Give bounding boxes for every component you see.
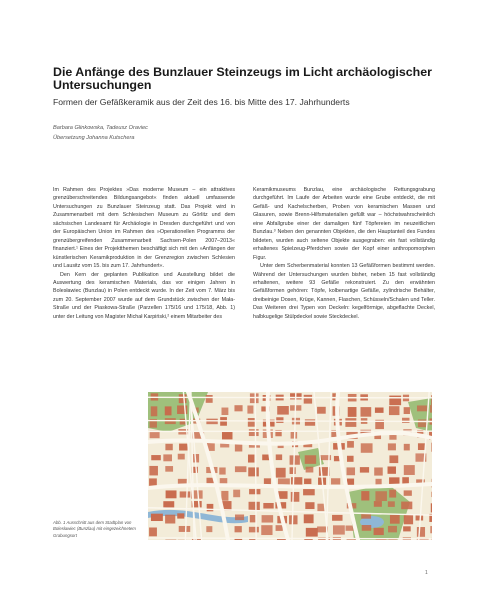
map-building [431, 503, 432, 512]
map-building [431, 395, 432, 405]
map-building [277, 406, 289, 415]
map-building [235, 514, 244, 520]
paragraph: Keramikmuseums Bunzlau, eine archäologische Rettungsgrabung durchgeführt. Im Laufe der Arbeiten wurde eine Grube entdeckt, die mit Gefäß- und Kachelscherben, Proben von keramischen Massen und Glasuren, sowie Brenn-Hilfsmaterialien gefüllt war – höchstwahrscheinlich eine Abfallgrube einer der damaligen fünf Töpfereien im neuzeitlichen Bunzlau.³ Neben den genannten Objekten, die den Hauptanteil des Fundes bildeten, wurden auch seltene Objekte ausgegraben: ein fast vollständig erhaltenes Spielzeug-Pferdchen sowie der Kopf einer anthropomorphen Figur. [253, 187, 435, 261]
map-building [347, 456, 354, 462]
map-building [206, 395, 213, 403]
map-building [418, 443, 425, 450]
map-building [163, 501, 174, 507]
map-building [402, 418, 409, 423]
map-building [248, 467, 259, 476]
map-building [404, 515, 413, 525]
city-map-figure [148, 392, 432, 540]
map-building [219, 467, 225, 474]
map-building [388, 501, 395, 507]
map-building [304, 514, 314, 523]
map-building [221, 408, 228, 415]
map-building [431, 492, 432, 497]
map-building [305, 502, 314, 509]
map-building [362, 525, 371, 531]
map-building [235, 466, 247, 472]
map-building [233, 490, 240, 498]
map-building [374, 501, 382, 507]
map-building [306, 467, 314, 473]
map-building [389, 396, 401, 406]
map-building [290, 467, 296, 474]
map-building [306, 528, 318, 537]
paragraph: Im Rahmen des Projektes »Das moderne Museum – ein attraktives grenzüberschreitendes Bildungsangebot« finden aktuell umfassende Untersuchungen zu Bunzlauer Steinzeug statt. Das Projekt wird in Zusammenarbeit mit dem Schlesischen Museum zu Görlitz und dem sächsischen Landesamt für Archäologie in Dresden durchgeführt und von der Europäischen Union im Rahmen des »Operationellen Programms der grenzübergreifenden Zusammenarbeit Sachsen-Polen 2007–2013« finanziert.¹ Eines der Projektthemen beschäftigt sich mit den »Anfängen der künstlerischen Keramikproduktion in der Grenzregion zwischen Schlesien und Lausitz vom 15. bis zum 17. Jahrhundert«. [53, 187, 235, 270]
map-building [389, 490, 396, 498]
map-building [417, 527, 425, 537]
map-building [360, 407, 371, 417]
map-building [304, 479, 311, 485]
map-building [431, 443, 432, 452]
map-building [249, 502, 260, 511]
map-building [179, 394, 187, 403]
map-building [317, 504, 324, 511]
map-building [291, 477, 302, 485]
map-minor-street [255, 392, 256, 540]
map-building [401, 502, 412, 510]
map-building [276, 454, 282, 460]
map-building [250, 515, 256, 522]
map-building [374, 528, 384, 535]
map-building [263, 503, 273, 509]
map-building [375, 491, 387, 501]
map-building [333, 525, 345, 534]
map-building [276, 417, 283, 423]
map-building [388, 443, 396, 450]
map-building [235, 526, 242, 532]
map-building [166, 490, 177, 498]
map-building [331, 478, 340, 484]
translation-credit: Übersetzung Johanna Kutschera [53, 135, 135, 141]
map-building [303, 489, 315, 495]
map-building [360, 467, 369, 472]
map-building [249, 527, 259, 533]
map-building [165, 466, 173, 472]
body-column-left [53, 186, 235, 321]
map-building [361, 491, 369, 500]
map-building [388, 526, 397, 532]
map-building [165, 406, 172, 415]
map-building [149, 527, 157, 536]
map-building [180, 491, 191, 497]
map-building [247, 405, 253, 413]
map-building [165, 515, 175, 524]
map-building [250, 393, 259, 403]
map-building [222, 432, 233, 440]
map-building [249, 429, 259, 436]
map-building [347, 441, 354, 448]
map-building [404, 490, 412, 495]
map-building [430, 405, 432, 413]
map-building [416, 515, 424, 521]
article-authors: Barbara Glinkowska, Tadeusz Oraviec [53, 125, 148, 131]
map-building [291, 432, 298, 439]
map-building [404, 444, 410, 451]
map-building [361, 443, 373, 452]
map-building [179, 526, 190, 532]
page-number: 1 [425, 570, 428, 576]
map-building [404, 465, 415, 475]
figure-caption: Abb. 1 Ausschnitt aus dem Stadtplan von Bolesławiec (Bunzlau) mit eingezeichnetem Grabungsort [53, 520, 136, 538]
map-building [276, 468, 286, 478]
map-building [317, 407, 326, 414]
map-building [151, 455, 161, 460]
map-building [389, 406, 400, 415]
map-building [248, 418, 255, 427]
map-building [403, 526, 411, 531]
map-building [305, 455, 316, 464]
map-building [179, 444, 187, 451]
paragraph: Den Kern der geplanten Publikation und Ausstellung bildet die Auswertung des keramischen Materials, das vor einigen Jahren in Bolesławiec (Bunzlau) in Polen entdeckt wurde. In der Zeit vom 7. März bis zum 20. September 2007 wurde auf dem Grundstück zwischen der Mała-Straße und der Piaskowa-Straße (Parzellen 175/16 und 175/18, Abb. 1) unter der Leitung von Magister Michał Karpiński,² einem Mitarbeiter des [53, 271, 235, 320]
map-minor-street [148, 397, 432, 398]
map-building [261, 525, 272, 535]
article-title: Die Anfänge des Bunzlauer Steinzeugs im Licht archäologischer Untersuchungen [53, 65, 432, 92]
map-building [248, 455, 254, 463]
map-building [249, 489, 260, 494]
map-building [347, 467, 356, 475]
map-minor-street [148, 421, 432, 422]
body-column-right [253, 186, 435, 321]
map-building [234, 405, 242, 411]
map-minor-street [148, 538, 432, 539]
map-building [276, 525, 283, 531]
map-building [291, 492, 300, 502]
map-building [149, 466, 158, 476]
city-map-illustration [148, 392, 432, 540]
paragraph: Unter dem Scherbenmaterial konnten 13 Gefäßformen bestimmt werden. Während der Untersuchungen wurden bisher, neben 15 fast vollständig erhaltenen, weitere 93 Gefäße rekonstruiert. Zu den erwähnten Gefäßformen gehören: Töpfe, kolbenartige Gefäße, zylindrische Behälter, dreibeinige Dosen, Krüge, Kannen, Flaschen, Schüsseln/Schalen und Teller. Das Weiteren drei Typen von Deckeln: kegelförmige, abgeflachte Deckel, halbkugelige Stülpdeckel sowie Steckdeckel. [253, 263, 435, 320]
map-building [348, 407, 357, 417]
map-building [221, 491, 228, 501]
article-subtitle: Formen der Gefäßkeramik aus der Zeit des 16. bis Mitte des 17. Jahrhunderts [53, 97, 350, 107]
map-building [374, 467, 383, 475]
map-building [163, 454, 172, 461]
map-building [375, 407, 384, 412]
map-building [345, 418, 356, 427]
map-building [262, 515, 274, 522]
map-building [151, 406, 158, 416]
map-building [389, 455, 398, 463]
map-building [151, 514, 163, 521]
map-building [430, 526, 432, 533]
map-building [404, 407, 410, 414]
map-building [207, 504, 214, 511]
map-building [206, 526, 212, 532]
map-building [177, 513, 184, 518]
map-building [390, 515, 400, 524]
map-building [178, 454, 185, 460]
map-building [388, 466, 396, 473]
map-building [417, 405, 427, 411]
map-building [304, 395, 312, 404]
map-building [332, 515, 342, 521]
map-building [305, 419, 315, 425]
map-building [165, 444, 172, 451]
